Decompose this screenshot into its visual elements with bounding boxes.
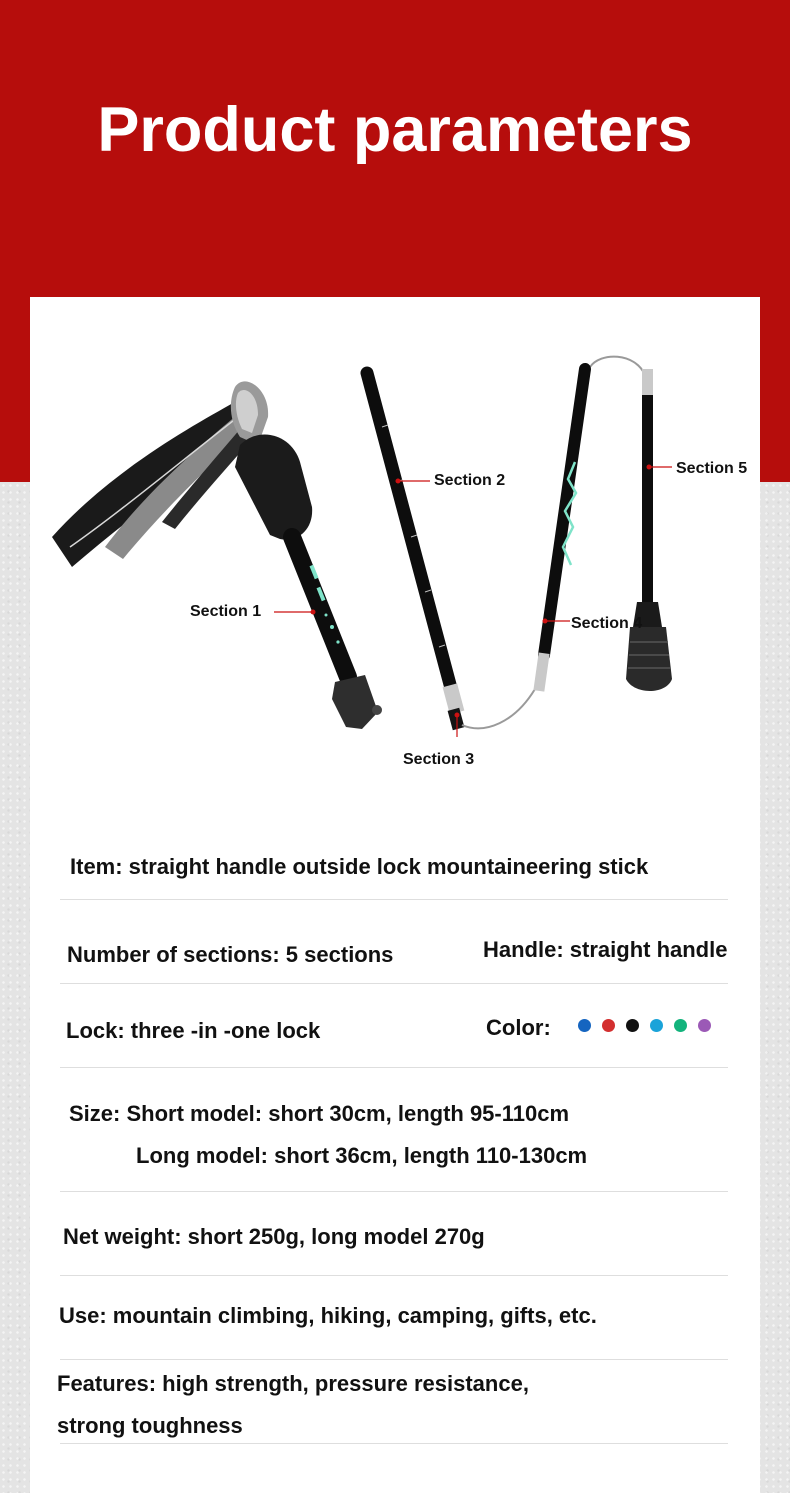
section-2-shaft [367, 373, 452, 692]
divider [60, 1359, 728, 1360]
spec-sections: Number of sections: 5 sections [67, 942, 394, 967]
spec-color-label: Color: [486, 1015, 551, 1040]
spec-handle: Handle: straight handle [483, 937, 728, 962]
color-swatch-green [674, 1019, 687, 1032]
section-5-shaft [642, 395, 653, 605]
color-swatch-blue [578, 1019, 591, 1032]
section-1-label: Section 1 [190, 603, 262, 620]
product-card [30, 297, 760, 1493]
section-4-label: Section 4 [571, 615, 643, 632]
divider [60, 1191, 728, 1192]
spec-features-line2: strong toughness [57, 1413, 243, 1438]
divider [60, 1275, 728, 1276]
foam-grip [235, 434, 312, 539]
pole-tip [626, 627, 672, 691]
spec-lock: Lock: three -in -one lock [66, 1018, 321, 1043]
page-title: Product parameters [97, 95, 693, 165]
divider [60, 983, 728, 984]
spec-size-long: Long model: short 36cm, length 110-130cm [136, 1143, 588, 1168]
divider [60, 1443, 728, 1444]
spec-net-weight: Net weight: short 250g, long model 270g [63, 1224, 485, 1249]
lock-clamp-1 [332, 675, 378, 729]
connector-cable [462, 689, 535, 728]
spec-item: Item: straight handle outside lock mountaineering stick [70, 854, 649, 879]
section-3-label: Section 3 [403, 751, 475, 768]
divider [60, 899, 728, 900]
spec-use: Use: mountain climbing, hiking, camping, gifts, etc. [59, 1303, 597, 1328]
color-swatch-black [626, 1019, 639, 1032]
section-1-shaft [292, 537, 348, 677]
section-2-label: Section 2 [434, 472, 506, 489]
spec-size-short: Size: Short model: short 30cm, length 95-110cm [69, 1101, 570, 1126]
color-swatch-purple [698, 1019, 711, 1032]
section-5-label: Section 5 [676, 460, 748, 477]
color-swatch-cyan [650, 1019, 663, 1032]
divider [60, 1067, 728, 1068]
spec-features-line1: Features: high strength, pressure resistance, [57, 1371, 529, 1396]
wrist-strap [52, 402, 262, 567]
color-swatch-red [602, 1019, 615, 1032]
trekking-pole-illustration [30, 297, 760, 797]
